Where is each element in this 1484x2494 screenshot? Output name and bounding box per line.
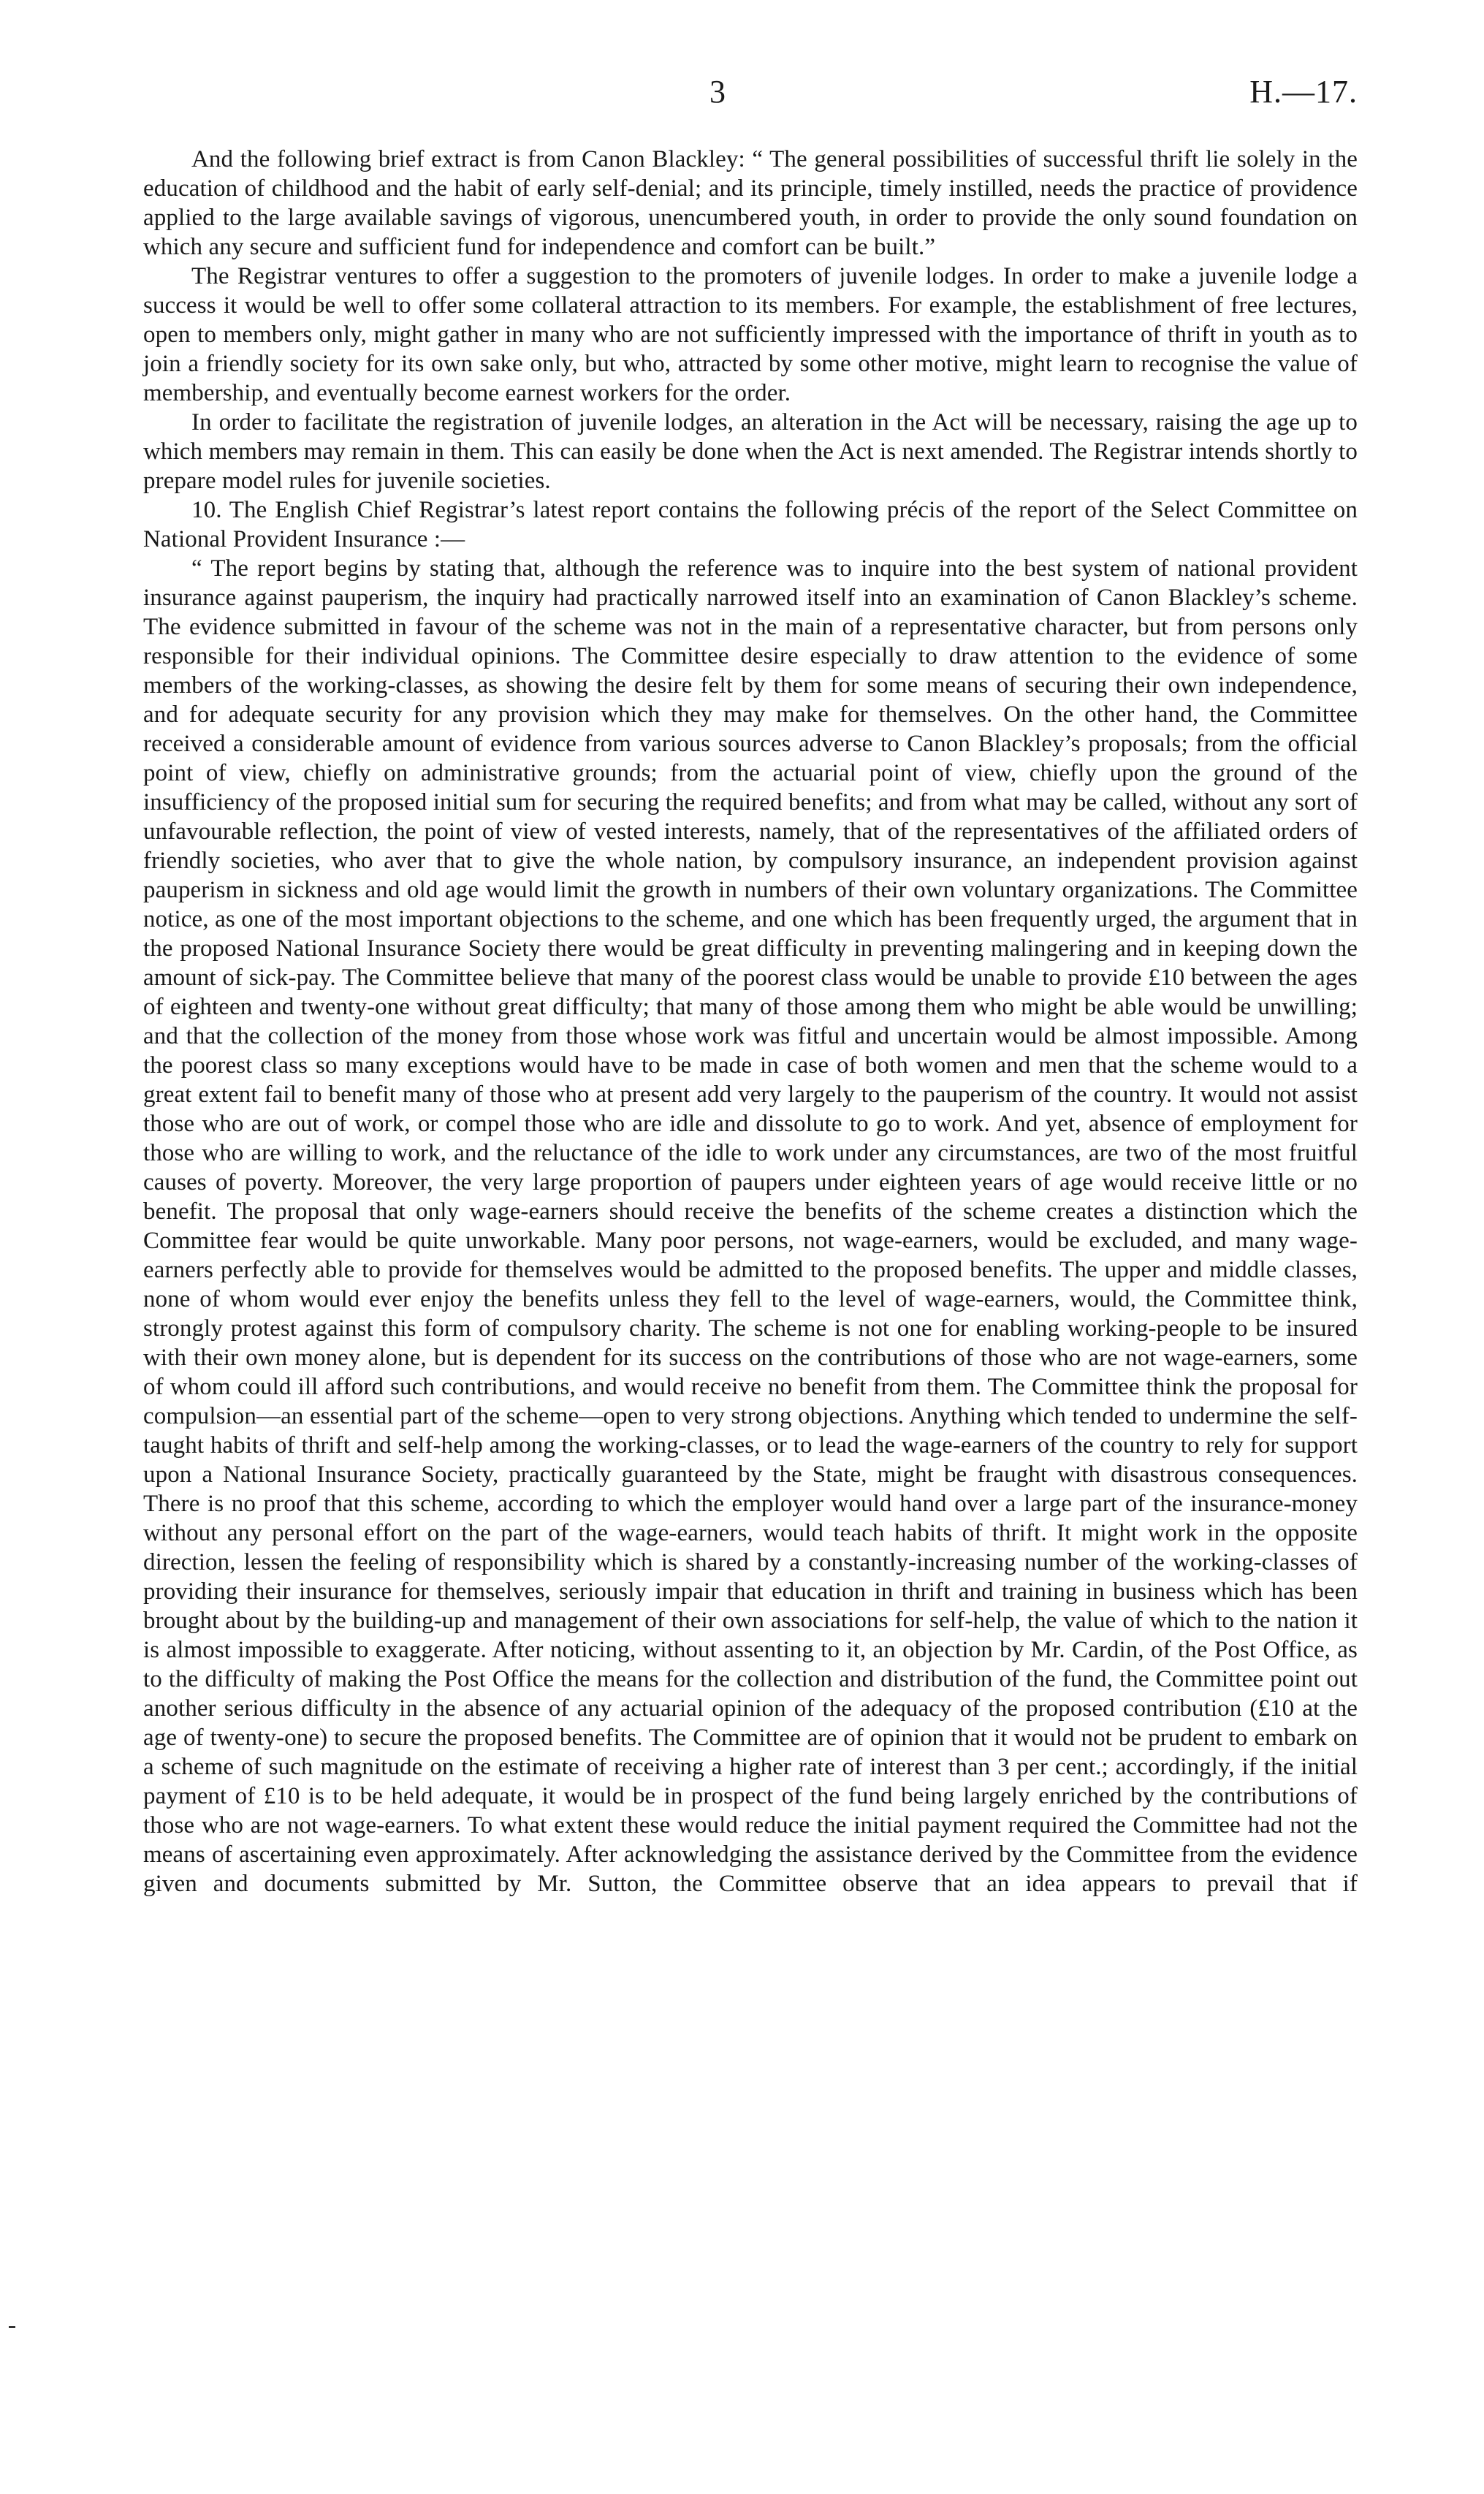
margin-mark: [9, 2326, 15, 2328]
paragraph-section-10: 10. The English Chief Registrar’s latest report contains the following précis of the report of the Select Committee on National Provident Insurance :—: [143, 497, 1358, 552]
page-number: 3: [709, 74, 726, 110]
document-reference: H.—17.: [1249, 74, 1358, 110]
paragraph-registrar-suggestion: The Registrar ventures to offer a suggestion to the promoters of juvenile lodges. In order to make a juvenile lodge a success it would be well to offer some collateral attraction to its members. For example, the establishment of free lectures, open to members only, might gather in many who are not sufficiently impressed with the importance of thrift in youth as to join a friendly society for its own sake only, but who, attracted by some other motive, might learn to recognise the value of membership, and eventually become earnest workers for the order.: [143, 263, 1358, 406]
paragraph-act-alteration: In order to facilitate the registration of juvenile lodges, an alteration in the Act will be necessary, raising the age up to which members may remain in them. This can easily be done when the Act is next amended. The Registrar intends shortly to prepare model rules for juvenile societies.: [143, 409, 1358, 494]
paragraph-blackley-extract: And the following brief extract is from Canon Blackley: “ The general possibilities of successful thrift lie solely in the education of childhood and the habit of early self-denial; and its principle, timely instilled, needs the practice of providence applied to the large available savings of vigorous, unencumbered youth, in order to provide the only sound foundation on which any secure and sufficient fund for independence and comfort can be built.”: [143, 146, 1358, 260]
paragraph-committee-report: “ The report begins by stating that, although the reference was to inquire into the best system of national provident insurance against pauperism, the inquiry had practically narrowed itself into an examination of Canon Blackley’s scheme. The evidence submitted in favour of the scheme was not in the main of a representative character, but from persons only responsible for their individual opinions. The Committee desire especially to draw attention to the evidence of some members of the working-classes, as showing the desire felt by them for some means of securing their own independence, and for adequate security for any provision which they may make for themselves. On the other hand, the Committee received a considerable amount of evidence from various sources adverse to Canon Blackley’s proposals; from the official point of view, chiefly on administrative grounds; from the actuarial point of view, chiefly upon the ground of the insufficiency of the proposed initial sum for securing the required benefits; and from what may be called, without any sort of unfavourable reflection, the point of view of vested interests, namely, that of the representatives of the affiliated orders of friendly societies, who aver that to give the whole nation, by compulsory insurance, an independent provision against pauperism in sickness and old age would limit the growth in numbers of their own voluntary organizations. The Committee notice, as one of the most important objections to the scheme, and one which has been frequently urged, the argument that in the proposed National Insurance Society there would be great difficulty in preventing malingering and in keeping down the amount of sick-pay. The Committee believe that many of the poorest class would be unable to provide £10 between the ages of eighteen and twenty-one without great difficulty; that many of those among them who might be able would be unwilling; and that the collection of the money from those whose work was fitful and uncertain would be almost impossible. Among the poorest class so many exceptions would have to be made in case of both women and men that the scheme would to a great extent fail to benefit many of those who at present add very largely to the pauperism of the country. It would not assist those who are out of work, or compel those who are idle and dissolute to go to work. And yet, absence of employment for those who are willing to work, and the reluctance of the idle to work under any circumstances, are two of the most fruitful causes of poverty. Moreover, the very large proportion of paupers under eighteen years of age would receive little or no benefit. The proposal that only wage-earners should receive the benefits of the scheme creates a distinction which the Committee fear would be quite unworkable. Many poor persons, not wage-earners, would be excluded, and many wage-earners perfectly able to provide for themselves would be admitted to the proposed benefits. The upper and middle classes, none of whom would ever enjoy the benefits unless they fell to the level of wage-earners, would, the Committee think, strongly protest against this form of compulsory charity. The scheme is not one for enabling working-people to be insured with their own money alone, but is dependent for its success on the contributions of those who are not wage-earners, some of whom could ill afford such contributions, and would receive no benefit from them. The Committee think the proposal for compulsion—an essential part of the scheme—open to very strong objections. Anything which tended to undermine the self-taught habits of thrift and self-help among the working-classes, or to lead the wage-earners of the country to rely for support upon a National Insurance Society, practically guaranteed by the State, might be fraught with disastrous consequences. There is no proof that this scheme, according to which the employer would hand over a large part of the insurance-money without any personal effort on the part of the wage-earners, would teach habits of thrift. It might work in the opposite direction, lessen the feeling of responsibility which is shared by a constantly-increasing number of the working-classes of providing their insurance for themselves, seriously impair that education in thrift and training in business which has been brought about by the building-up and management of their own associations for self-help, the value of which to the nation it is almost impossible to exaggerate. After noticing, without assenting to it, an objection by Mr. Cardin, of the Post Office, as to the difficulty of making the Post Office the means for the collection and distribution of the fund, the Committee point out another serious difficulty in the absence of any actuarial opinion of the adequacy of the proposed contribution (£10 at the age of twenty-one) to secure the proposed benefits. The Committee are of opinion that it would not be prudent to embark on a scheme of such magnitude on the estimate of receiving a higher rate of interest than 3 per cent.; accordingly, if the initial payment of £10 is to be held adequate, it would be in prospect of the fund being largely enriched by the contributions of those who are not wage-earners. To what extent these would reduce the initial payment required the Committee had not the means of ascertaining even approximately. After acknowledging the assistance derived by the Committee from the evidence given and documents submitted by Mr. Sutton, the Committee observe that an idea appears to prevail that if: [143, 555, 1358, 1897]
page-header: [143, 70, 1358, 121]
body-text: [143, 145, 1358, 1898]
